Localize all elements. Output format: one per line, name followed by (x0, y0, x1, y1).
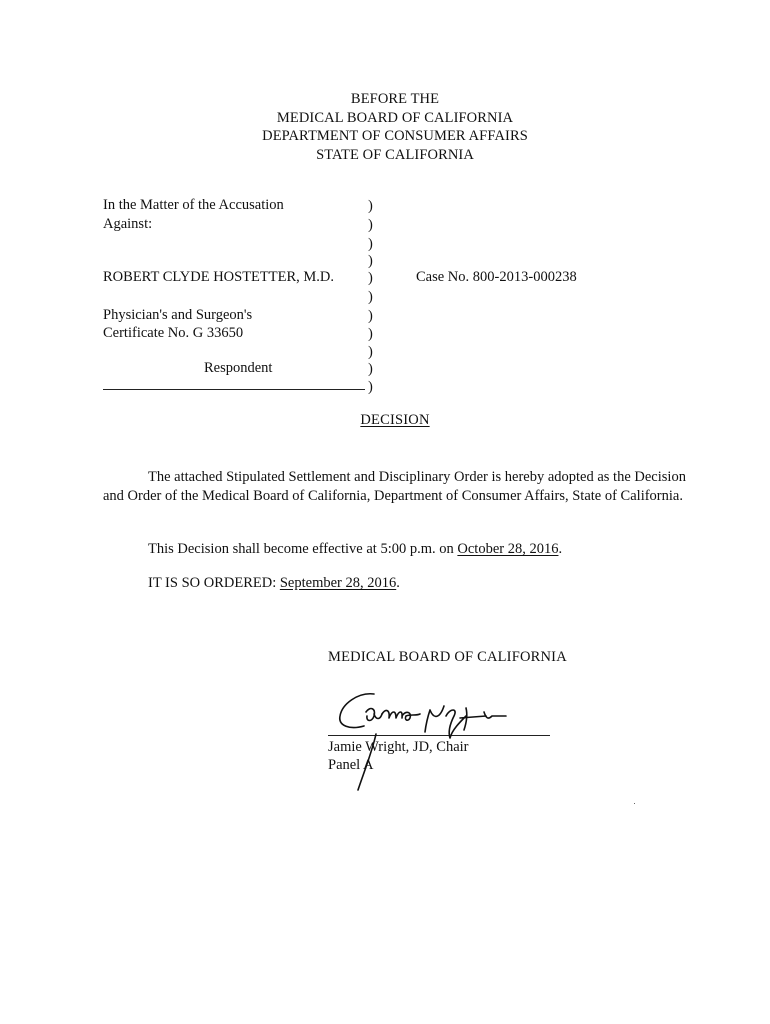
certificate-line-1: Physician's and Surgeon's (103, 307, 253, 323)
respondent-name: ROBERT CLYDE HOSTETTER, M.D. (103, 269, 335, 285)
signer-panel: Panel A (328, 757, 374, 773)
caption-paren: ) (368, 217, 373, 233)
effective-date: October 28, 2016 (457, 541, 559, 557)
caption-paren: ) (368, 236, 373, 252)
ordered-date: September 28, 2016 (279, 575, 397, 591)
caption-paren: ) (368, 198, 373, 214)
decision-title: DECISION (360, 412, 430, 428)
caption-paren: ) (368, 379, 373, 395)
document-header (0, 90, 770, 164)
signature-board-name: MEDICAL BOARD OF CALIFORNIA (328, 649, 567, 665)
effective-suffix: . (558, 541, 563, 557)
header-line-state: STATE OF CALIFORNIA (316, 146, 474, 163)
caption-paren: ) (368, 289, 373, 305)
caption-paren: ) (368, 344, 373, 360)
caption-paren: ) (368, 361, 373, 377)
effective-prefix: This Decision shall become effective at 5:00 p.m. on (148, 541, 458, 557)
ordered-suffix: . (396, 575, 400, 591)
signer-name: Jamie Wright, JD, Chair (328, 739, 469, 755)
caption-paren: ) (368, 253, 373, 269)
case-number: Case No. 800-2013-000238 (416, 269, 577, 285)
caption-paren: ) (368, 270, 373, 286)
caption-rule (103, 389, 365, 390)
caption-paren: ) (368, 308, 373, 324)
caption-paren: ) (368, 326, 373, 342)
ordered-prefix: IT IS SO ORDERED: (148, 575, 280, 591)
signer-block (328, 738, 469, 774)
matter-line-1: In the Matter of the Accusation (103, 197, 284, 213)
respondent-label: Respondent (204, 360, 273, 376)
ordered-line (148, 575, 400, 592)
header-line-board: MEDICAL BOARD OF CALIFORNIA (276, 109, 514, 126)
header-line-department: DEPARTMENT OF CONSUMER AFFAIRS (262, 128, 528, 144)
header-line-before: BEFORE THE (350, 91, 440, 107)
matter-line-2: Against: (103, 216, 153, 232)
certificate-line-2: Certificate No. G 33650 (103, 325, 244, 341)
effective-date-line (148, 541, 562, 558)
adoption-text: The attached Stipulated Settlement and Disciplinary Order is hereby adopted as the Decision and Order of the Medical Board of California, Department of Consumer Affairs, State of California. (103, 469, 686, 504)
decision-paragraph (103, 468, 693, 506)
scan-speck (634, 803, 635, 804)
